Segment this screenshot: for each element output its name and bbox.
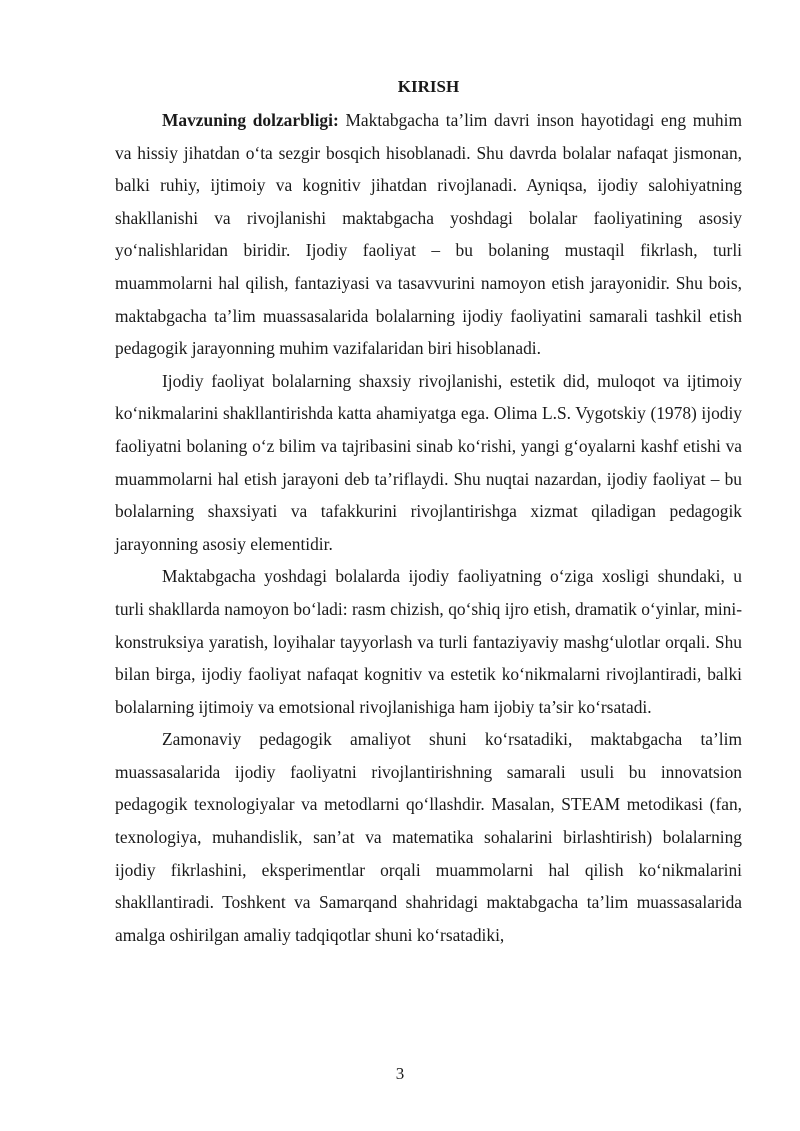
body-text (115, 104, 742, 951)
paragraph-creative-activity: Ijodiy faoliyat bolalarning shaxsiy rivojlanishi, estetik did, muloqot va ijtimoiy ko‘nikmalarini shakllantirishda katta ahamiyatga ega. Olima L.S. Vygotskiy (1978) ijodiy faoliyatni bolaning o‘z bilim va tajribasini sinab ko‘rishi, yangi g‘oyalarni kashf etishi va muammolarni hal etish jarayoni deb ta’riflaydi. Shu nuqtai nazardan, ijodiy faoliyat – bu bolalarning shaxsiyati va tafakkurini rivojlantirishga xizmat qiladigan pedagogik jarayonning asosiy elementidir. (115, 370, 742, 554)
section-heading: KIRISH (397, 77, 460, 96)
paragraph-lead: Mavzuning dolzarbligi: (162, 110, 339, 130)
paragraph-relevance (115, 104, 742, 365)
paragraph-text: Maktabgacha ta’lim davri inson hayotidagi eng muhim va hissiy jihatdan o‘ta sezgir bosqich hisoblanadi. Shu davrda bolalar nafaqat jismonan, balki ruhiy, ijtimoiy va kognitiv jihatdan rivojlanadi. Ayniqsa, ijodiy salohiyatning shakllanishi va rivojlanishi maktabgacha yoshdagi bolalar faoliyatining asosiy yo‘nalishlaridan biridir. Ijodiy faoliyat – bu bolaning mustaqil fikrlash, turli muammolarni hal qilish, fantaziyasi va tasavvurini namoyon etish jarayonidir. Shu bois, maktabgacha ta’lim muassasalarida bolalarning ijodiy faoliyatini samarali tashkil etish pedagogik jarayonning muhim vazifalaridan biri hisoblanadi. (115, 110, 742, 359)
paragraph-preschool-specifics: Maktabgacha yoshdagi bolalarda ijodiy faoliyatning o‘ziga xosligi shundaki, u turli shakllarda namoyon bo‘ladi: rasm chizish, qo‘shiq ijro etish, dramatik o‘yinlar, mini-konstruksiya yaratish, loyihalar tayyorlash va turli fantaziyaviy mashg‘ulotlar orqali. Shu bilan birga, ijodiy faoliyat nafaqat kognitiv va estetik ko‘nikmalarni rivojlantiradi, balki bolalarning ijtimoiy va emotsional rivojlanishiga ham ijobiy ta’sir ko‘rsatadi. (115, 566, 742, 717)
paragraph-modern-practice: Zamonaviy pedagogik amaliyot shuni ko‘rsatadiki, maktabgacha ta’lim muassasalarida ijodiy faoliyatni rivojlantirishning samarali usuli bu innovatsion pedagogik texnologiyalar va metodlarni qo‘llashdir. Masalan, STEAM metodikasi (fan, texnologiya, muhandislik, san’at va matematika sohalarini birlashtirish) bolalarning ijodiy fikrlashini, eksperimentlar orqali muammolarni hal qilish ko‘nikmalarini shakllantiradi. Toshkent va Samarqand shahridagi maktabgacha ta’lim muassasalarida amalga oshirilgan amaliy tadqiqotlar shuni ko‘rsatadiki, (115, 729, 742, 945)
page-number: 3 (395, 1064, 405, 1083)
